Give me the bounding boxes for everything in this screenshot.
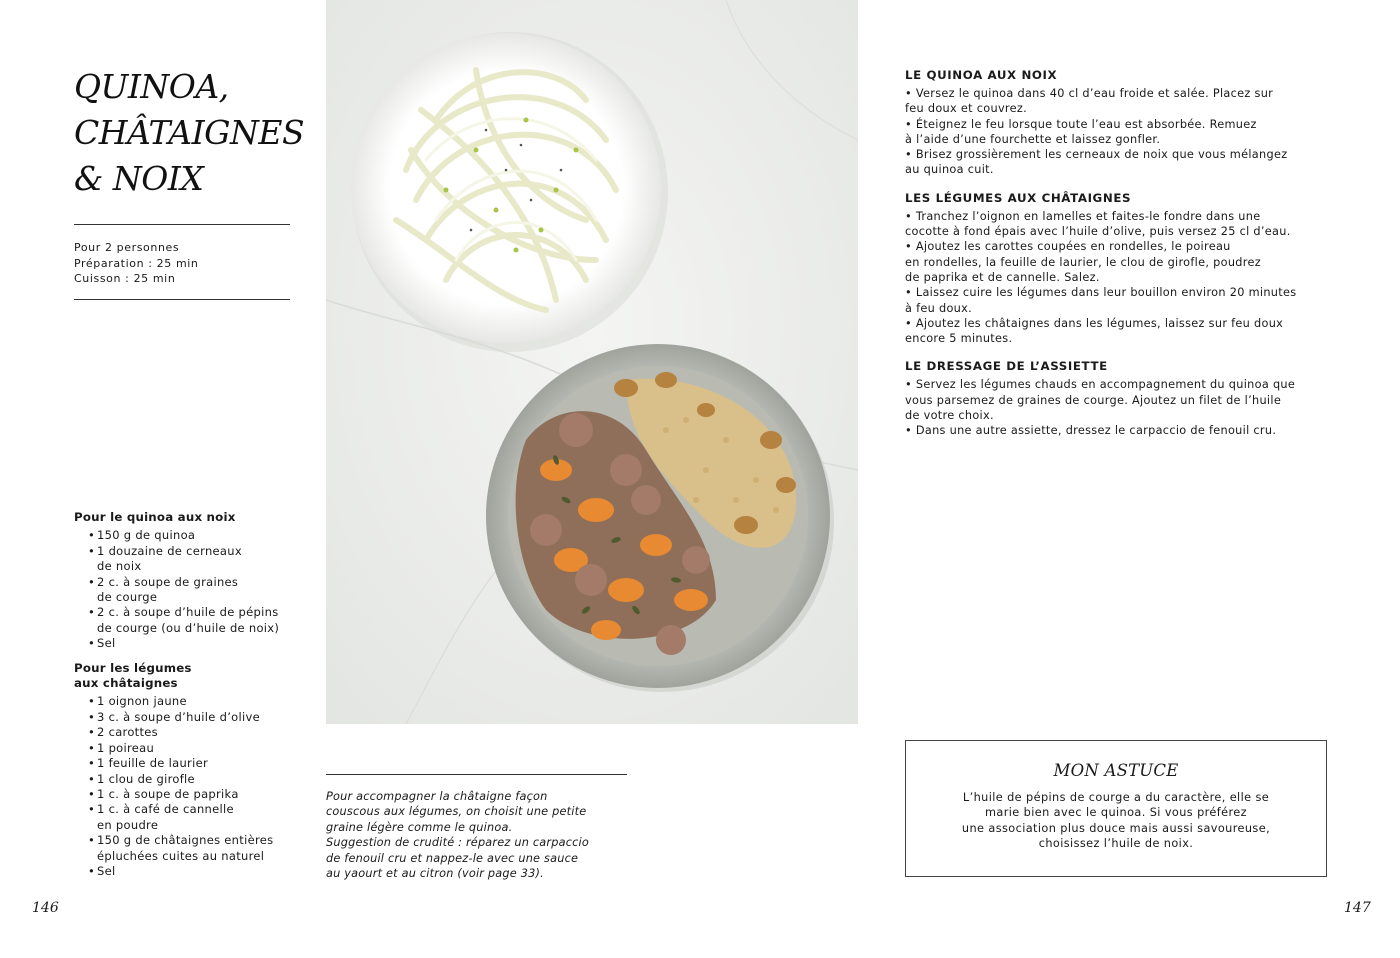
step-heading: LE DRESSAGE DE L’ASSIETTE [905,359,1108,374]
dish-illustration [326,0,858,724]
prep-time: Préparation : 25 min [74,256,199,270]
step-line: • Versez le quinoa dans 40 cl d’eau froide et salée. Placez sur [905,87,1274,100]
tip-body [906,790,1326,851]
step-line: cocotte à fond épais avec l’huile d’olive, puis versez 25 cl d’eau. [905,225,1291,239]
step-line: • Dans une autre assiette, dressez le carpaccio de fenouil cru. [905,424,1277,438]
tip-line: choisissez l’huile de noix. [1038,836,1194,850]
ingredient-group-legumes [74,661,304,880]
recipe-title [74,64,314,202]
meta-divider [74,299,290,300]
step-line: • Tranchez l’oignon en lamelles et faites-le fondre dans une [905,209,1261,223]
step-line: de votre choix. [905,409,994,423]
ingredient-item: • 1 c. à café de cannelle en poudre [88,802,304,833]
tip-line: marie bien avec le quinoa. Si vous préférez [984,806,1247,820]
title-line: QUINOA, [74,67,229,106]
ingredient-item: • 1 feuille de laurier [88,756,304,771]
step-line: à l’aide d’une fourchette et laissez gonfler. [905,132,1161,146]
caption-line: au yaourt et au citron (voir page 33). [326,867,544,881]
step-line: • Servez les légumes chauds en accompagnement du quinoa que [905,378,1296,392]
ingredient-heading: Pour le quinoa aux noix [74,510,236,524]
step-line: • Laissez cuire les légumes dans leur bouillon environ 20 minutes [905,286,1297,300]
step-line: • Ajoutez les carottes coupées en rondelles, le poireau [905,240,1231,254]
cook-time: Cuisson : 25 min [74,272,176,285]
step-heading: LE QUINOA AUX NOIX [905,68,1058,82]
ingredient-item: • 3 c. à soupe d’huile d’olive [88,710,304,725]
ingredient-item: • 150 g de quinoa [88,528,304,543]
recipe-photo [326,0,858,724]
tip-heading: MON ASTUCE [1053,761,1179,780]
ingredient-item: • 1 c. à soupe de paprika [88,787,304,802]
caption-line: graine légère comme le quinoa. [326,820,513,834]
step-section-dressage [905,359,1325,438]
ingredient-group-quinoa [74,510,304,652]
ingredient-item: • 1 clou de girofle [88,772,304,787]
ingredient-item: • 2 c. à soupe de graines de courge [88,575,304,606]
ingredient-item: • 2 carottes [88,725,304,740]
ingredient-item: • 1 poireau [88,741,304,756]
page-number-right: 147 [1344,900,1371,916]
caption-divider [326,774,627,775]
caption-line: Pour accompagner la châtaigne façon [326,790,548,803]
tip-line: une association plus douce mais aussi savoureuse, [961,821,1271,835]
step-section-quinoa [905,68,1325,178]
step-line: vous parsemez de graines de courge. Ajoutez un filet de l’huile [905,393,1282,407]
step-line: • Brisez grossièrement les cerneaux de noix que vous mélangez [905,148,1288,162]
step-heading: LES LÉGUMES AUX CHÂTAIGNES [905,190,1132,205]
ingredient-item: • 150 g de châtaignes entières épluchées cuites au naturel [88,833,304,864]
step-line: • Ajoutez les châtaignes dans les légumes, laissez sur feu doux [905,316,1284,330]
step-line: • Éteignez le feu lorsque toute l’eau est absorbée. Remuez [905,117,1257,131]
photo-caption [326,789,626,881]
step-section-legumes [905,191,1325,347]
tip-box [905,740,1327,877]
ingredient-heading: Pour les légumes aux châtaignes [74,660,192,691]
title-line: CHÂTAIGNES [74,113,305,152]
ingredient-item: • 1 oignon jaune [88,694,304,709]
ingredient-item: • 2 c. à soupe d’huile de pépins de courge (ou d’huile de noix) [88,605,304,636]
recipe-meta [74,240,294,287]
tip-line: L’huile de pépins de courge a du caractère, elle se [962,791,1270,804]
step-line: feu doux et couvrez. [905,102,1028,116]
ingredients [74,510,304,879]
ingredient-item: • Sel [88,636,304,651]
ingredient-item: • 1 douzaine de cerneaux de noix [88,544,304,575]
step-line: au quinoa cuit. [905,163,994,177]
recipe-steps [905,68,1325,452]
title-line: & NOIX [74,159,204,198]
title-divider [74,224,290,225]
step-line: de paprika et de cannelle. Salez. [905,270,1100,284]
caption-line: couscous aux légumes, on choisit une petite [326,805,587,819]
ingredient-item: • Sel [88,864,304,879]
step-line: en rondelles, la feuille de laurier, le clou de girofle, poudrez [905,255,1261,269]
step-line: à feu doux. [905,301,973,315]
servings: Pour 2 personnes [74,241,180,254]
step-line: encore 5 minutes. [905,332,1013,346]
caption-line: de fenouil cru et nappez-le avec une sauce [326,851,579,865]
caption-line: Suggestion de crudité : réparez un carpaccio [326,836,590,850]
page-number-left: 146 [32,900,59,916]
